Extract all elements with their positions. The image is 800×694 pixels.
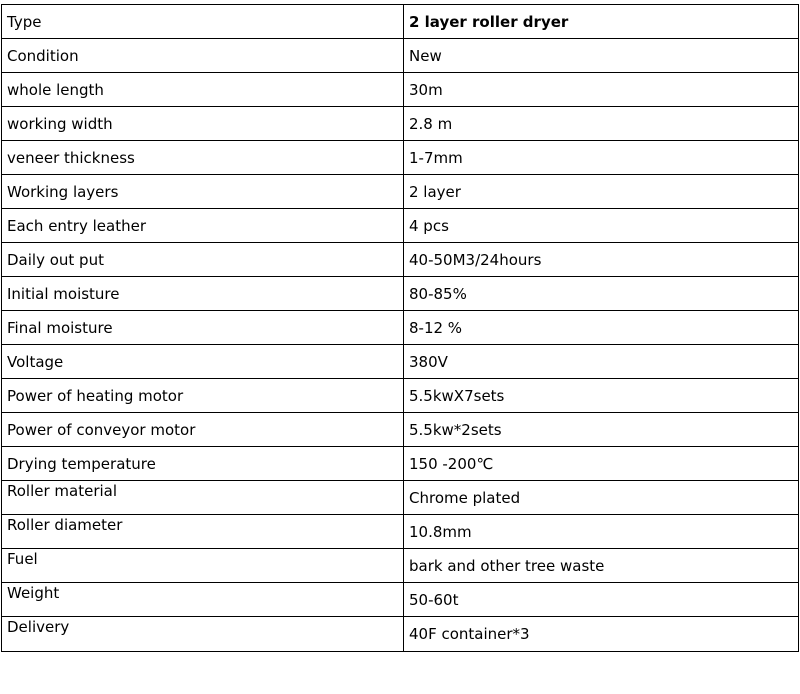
- table-row: [2, 583, 799, 617]
- row-value: 50-60t: [404, 583, 799, 617]
- row-value: 5.5kwX7sets: [404, 379, 799, 413]
- row-value: 1-7mm: [404, 141, 799, 175]
- table-row: [2, 481, 799, 515]
- row-value: 40F container*3: [404, 617, 799, 652]
- row-value: 40-50M3/24hours: [404, 243, 799, 277]
- row-label: Weight: [2, 583, 404, 617]
- row-label: working width: [2, 107, 404, 141]
- row-label: Power of conveyor motor: [2, 413, 404, 447]
- table-row: [2, 413, 799, 447]
- row-value: 30m: [404, 73, 799, 107]
- row-value: 380V: [404, 345, 799, 379]
- row-value: 150 -200℃: [404, 447, 799, 481]
- table-row: [2, 549, 799, 583]
- row-label: Roller diameter: [2, 515, 404, 549]
- table-row: [2, 447, 799, 481]
- table-row: [2, 175, 799, 209]
- row-label: Voltage: [2, 345, 404, 379]
- row-label: Daily out put: [2, 243, 404, 277]
- row-value: 10.8mm: [404, 515, 799, 549]
- table-row: [2, 209, 799, 243]
- header-value-cell: 2 layer roller dryer: [404, 5, 799, 39]
- table-row: [2, 243, 799, 277]
- row-value: 80-85%: [404, 277, 799, 311]
- row-label: veneer thickness: [2, 141, 404, 175]
- row-value: 4 pcs: [404, 209, 799, 243]
- table-header-row: [2, 5, 799, 39]
- table-row: [2, 515, 799, 549]
- row-label: Initial moisture: [2, 277, 404, 311]
- table-row: [2, 379, 799, 413]
- row-value: New: [404, 39, 799, 73]
- row-value: 2.8 m: [404, 107, 799, 141]
- table-row: [2, 107, 799, 141]
- table-row: [2, 277, 799, 311]
- row-label: Working layers: [2, 175, 404, 209]
- table-row: [2, 39, 799, 73]
- row-label: Final moisture: [2, 311, 404, 345]
- row-label: whole length: [2, 73, 404, 107]
- row-value: 2 layer: [404, 175, 799, 209]
- row-label: Power of heating motor: [2, 379, 404, 413]
- row-label: Drying temperature: [2, 447, 404, 481]
- row-label: Roller material: [2, 481, 404, 515]
- spec-table: [1, 4, 799, 652]
- row-value: Chrome plated: [404, 481, 799, 515]
- table-row: [2, 345, 799, 379]
- row-label: Each entry leather: [2, 209, 404, 243]
- row-value: 8-12 %: [404, 311, 799, 345]
- row-label: Fuel: [2, 549, 404, 583]
- row-label: Condition: [2, 39, 404, 73]
- table-row: [2, 141, 799, 175]
- row-value: 5.5kw*2sets: [404, 413, 799, 447]
- table-row: [2, 617, 799, 652]
- table-row: [2, 311, 799, 345]
- table-row: [2, 73, 799, 107]
- row-value: bark and other tree waste: [404, 549, 799, 583]
- header-label-cell: Type: [2, 5, 404, 39]
- row-label: Delivery: [2, 617, 404, 652]
